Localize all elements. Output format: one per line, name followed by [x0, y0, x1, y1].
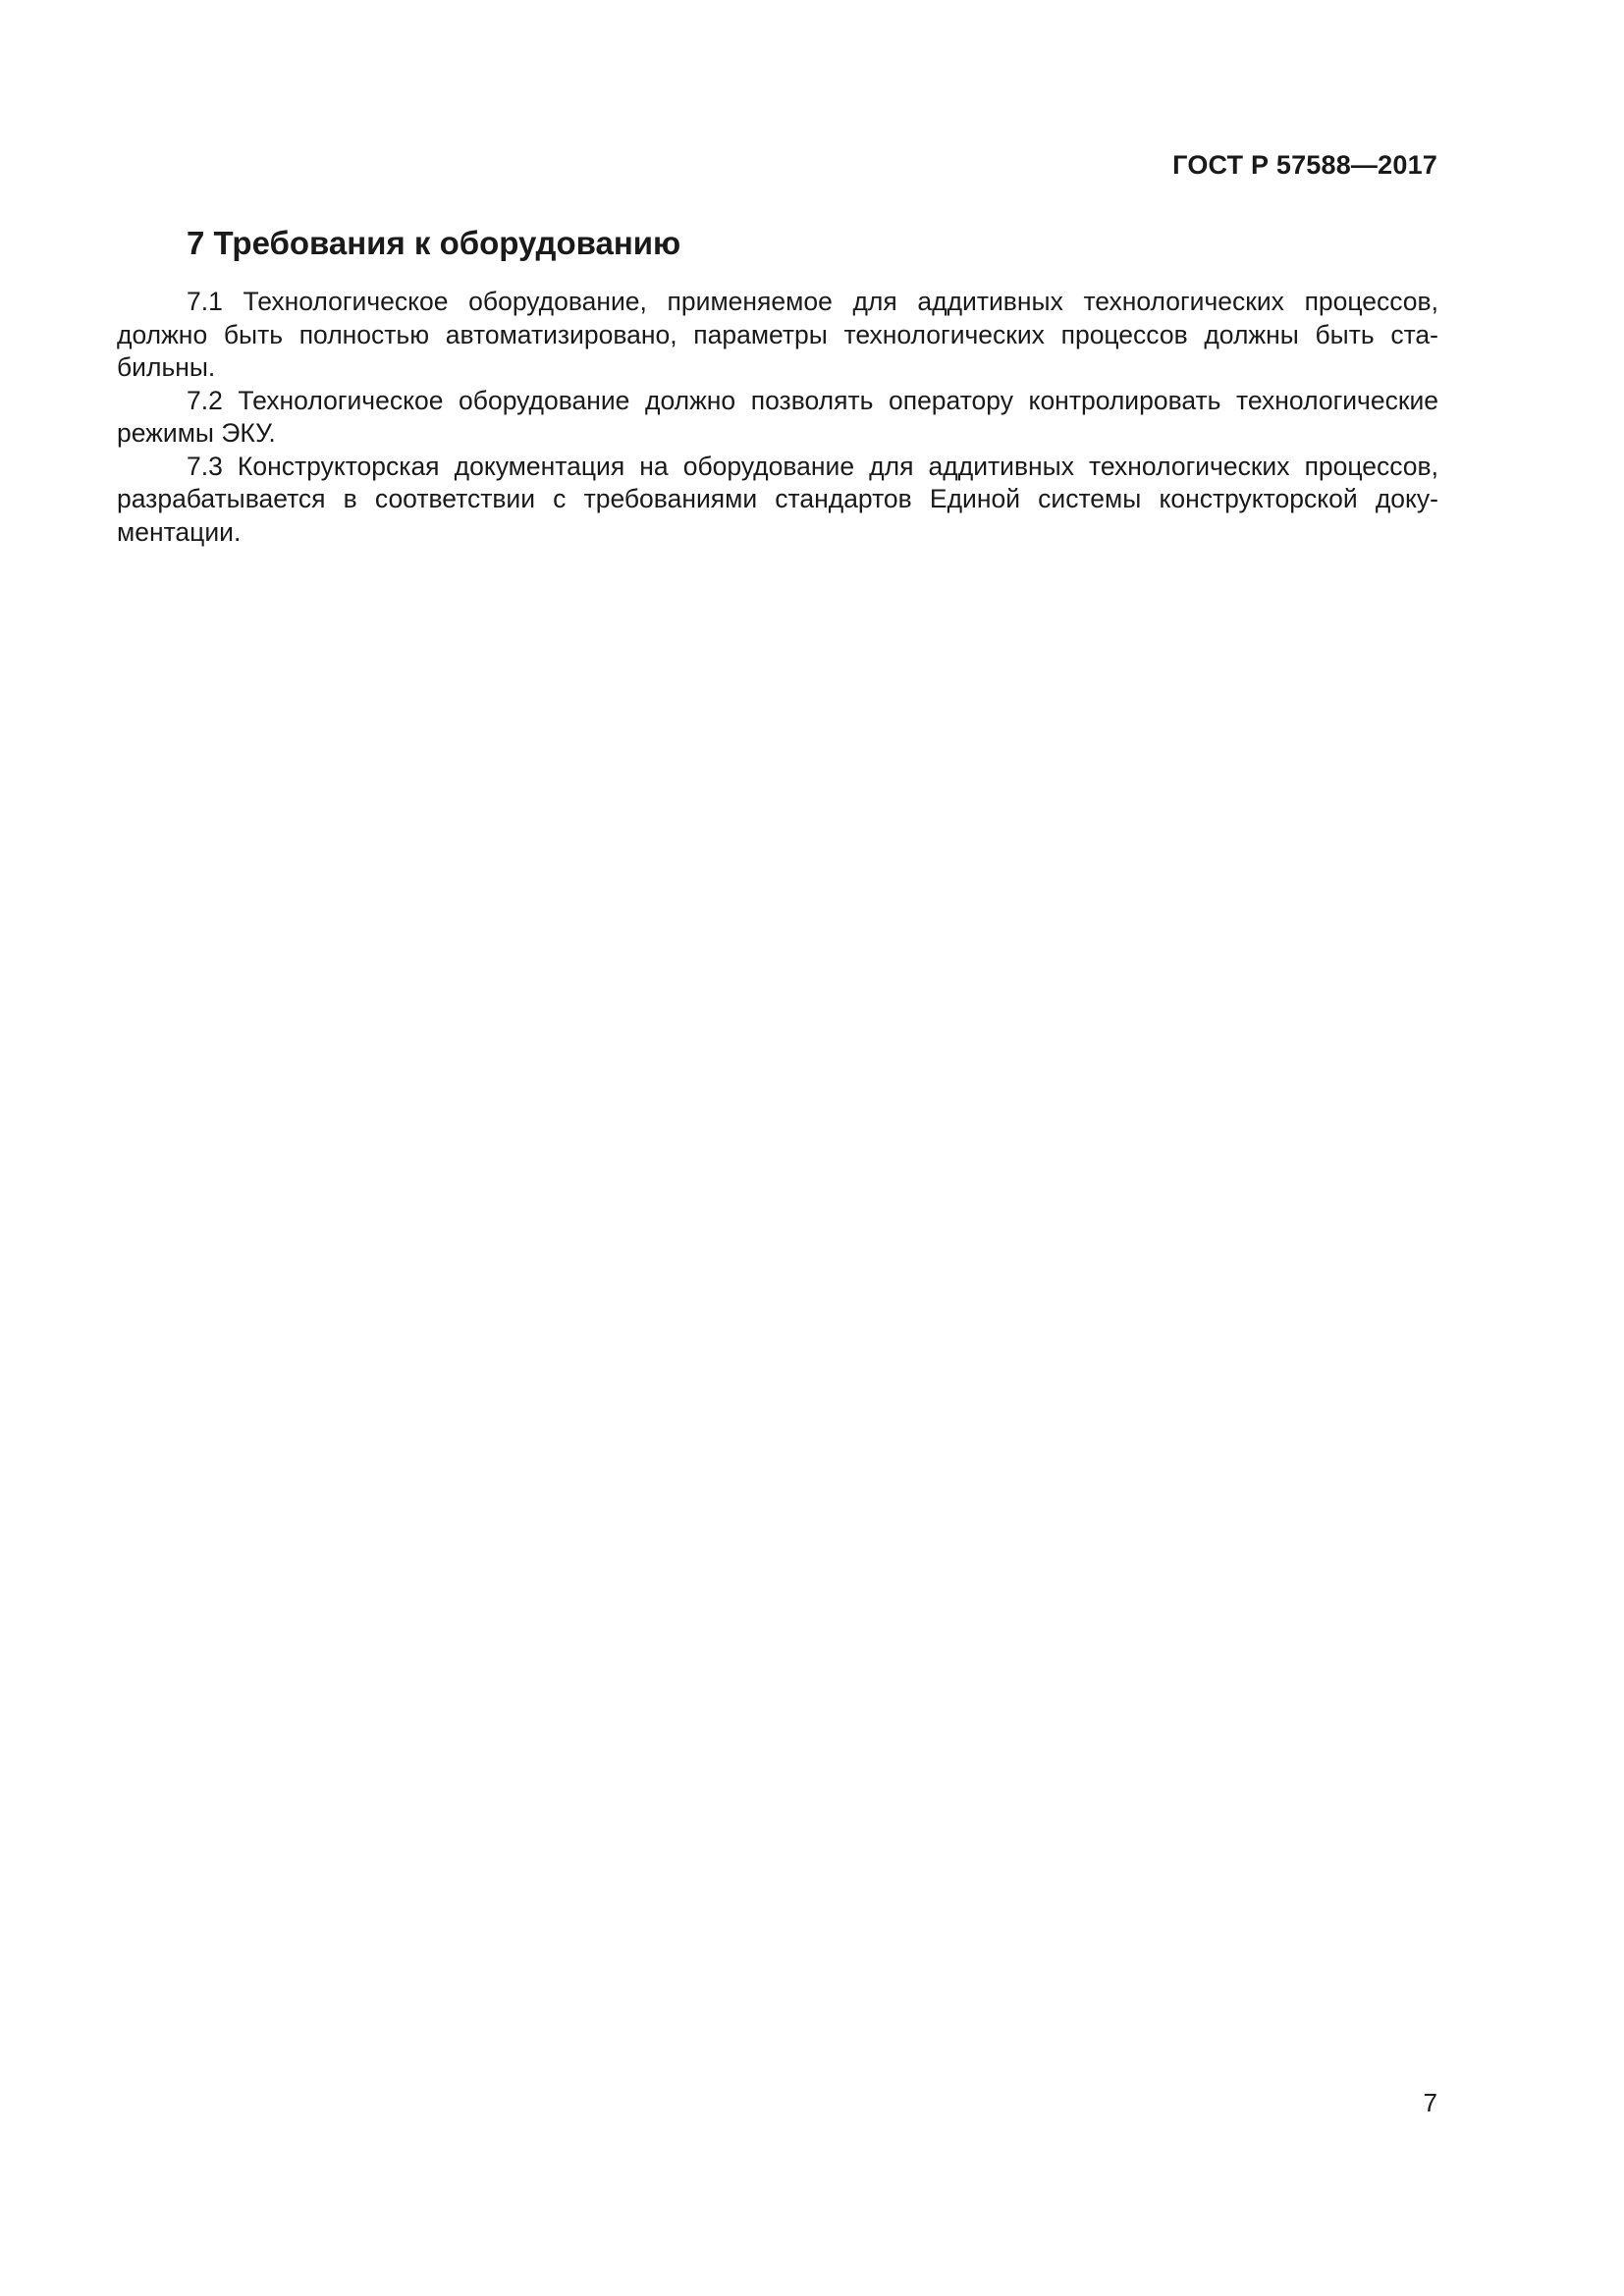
paragraph-7-1: 7.1 Технологическое оборудование, применяемое для аддитивных технологических процессов, должно быть полностью автоматизировано, параметры технологических процессов должны быть стабильны.	[117, 287, 1438, 382]
section-body	[117, 286, 1438, 549]
paragraph-7-3: 7.3 Конструкторская документация на оборудование для аддитивных технологических процессов, разрабатывается в соответствии с требованиями стандартов Единой системы конструкторской документации.	[117, 451, 1438, 547]
document-code: ГОСТ Р 57588—2017	[1172, 150, 1437, 180]
paragraph-7-2: 7.2 Технологическое оборудование должно позволять оператору контролировать технологические режимы ЭКУ.	[117, 385, 1438, 448]
page-number: 7	[1423, 2088, 1437, 2117]
section-title: 7 Требования к оборудованию	[187, 225, 681, 261]
